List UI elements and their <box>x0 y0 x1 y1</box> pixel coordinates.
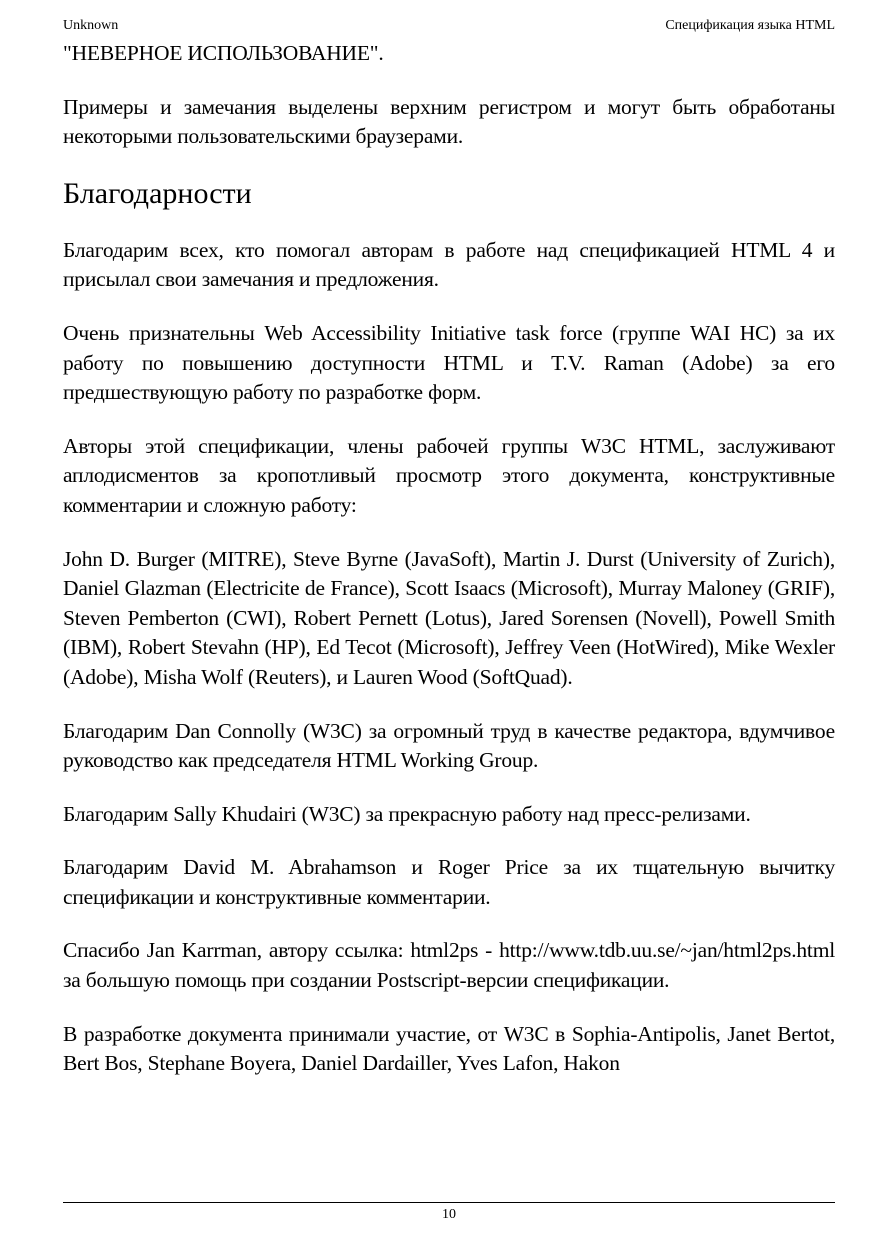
paragraph-misuse-label: "НЕВЕРНОЕ ИСПОЛЬЗОВАНИЕ". <box>63 41 384 65</box>
paragraph-thanks-all: Благодарим всех, кто помогал авторам в работе над спецификацией HTML 4 и присылал свои замечания и предложения. <box>63 237 835 292</box>
section-heading-acknowledgements: Благодарности <box>63 176 252 210</box>
page-number: 10 <box>442 1207 456 1222</box>
header-author: Unknown <box>63 18 119 33</box>
paragraph-thanks-khudairi: Благодарим Sally Khudairi (W3C) за прекрасную работу над пресс-релизами. <box>63 801 751 826</box>
page-header <box>63 16 835 36</box>
paragraph-thanks-karrman: Спасибо Jan Karrman, автору ссылка: html2ps - http://www.tdb.uu.se/~jan/html2ps.html за большую помощь при создании Postscript-версии спецификации. <box>63 938 835 993</box>
paragraph-examples-note: Примеры и замечания выделены верхним регистром и могут быть обработаны некоторыми пользовательскими браузерами. <box>63 94 835 149</box>
paragraph-contributors-list: John D. Burger (MITRE), Steve Byrne (JavaSoft), Martin J. Durst (University of Zurich), Daniel Glazman (Electricite de France), Scott Isaacs (Microsoft), Murray Maloney (GRIF), Steven Pemberton (CWI), Robert Pernett (Lotus), Jared Sorensen (Novell), Powell Smith (IBM), Robert Stevahn (HP), Ed Tecot (Microsoft), Jeffrey Veen (HotWired), Mike Wexler (Adobe), Misha Wolf (Reuters), и Lauren Wood (SoftQuad). <box>63 546 835 689</box>
paragraph-thanks-wai: Очень признательны Web Accessibility Initiative task force (группе WAI HC) за их работу по повышению доступности HTML и T.V. Raman (Adobe) за его предшествующую работу по разработке форм. <box>63 320 835 405</box>
page-content <box>63 39 835 1103</box>
paragraph-thanks-proofreaders: Благодарим David M. Abrahamson и Roger Price за их тщательную вычитку спецификации и конструктивные комментарии. <box>63 855 835 909</box>
header-document-title: Спецификация языка HTML <box>665 18 835 33</box>
page-footer <box>63 1202 835 1233</box>
paragraph-thanks-working-group: Авторы этой спецификации, члены рабочей группы W3C HTML, заслуживают аплодисментов за кропотливый просмотр этого документа, конструктивные комментарии и сложную работу: <box>63 433 835 517</box>
paragraph-sophia-antipolis: В разработке документа принимали участие, от W3C в Sophia-Antipolis, Janet Bertot, Bert Bos, Stephane Boyera, Daniel Dardailler, Yves Lafon, Hakon <box>63 1021 835 1076</box>
paragraph-thanks-connolly: Благодарим Dan Connolly (W3C) за огромный труд в качестве редактора, вдумчивое руководство как председателя HTML Working Group. <box>63 718 835 773</box>
